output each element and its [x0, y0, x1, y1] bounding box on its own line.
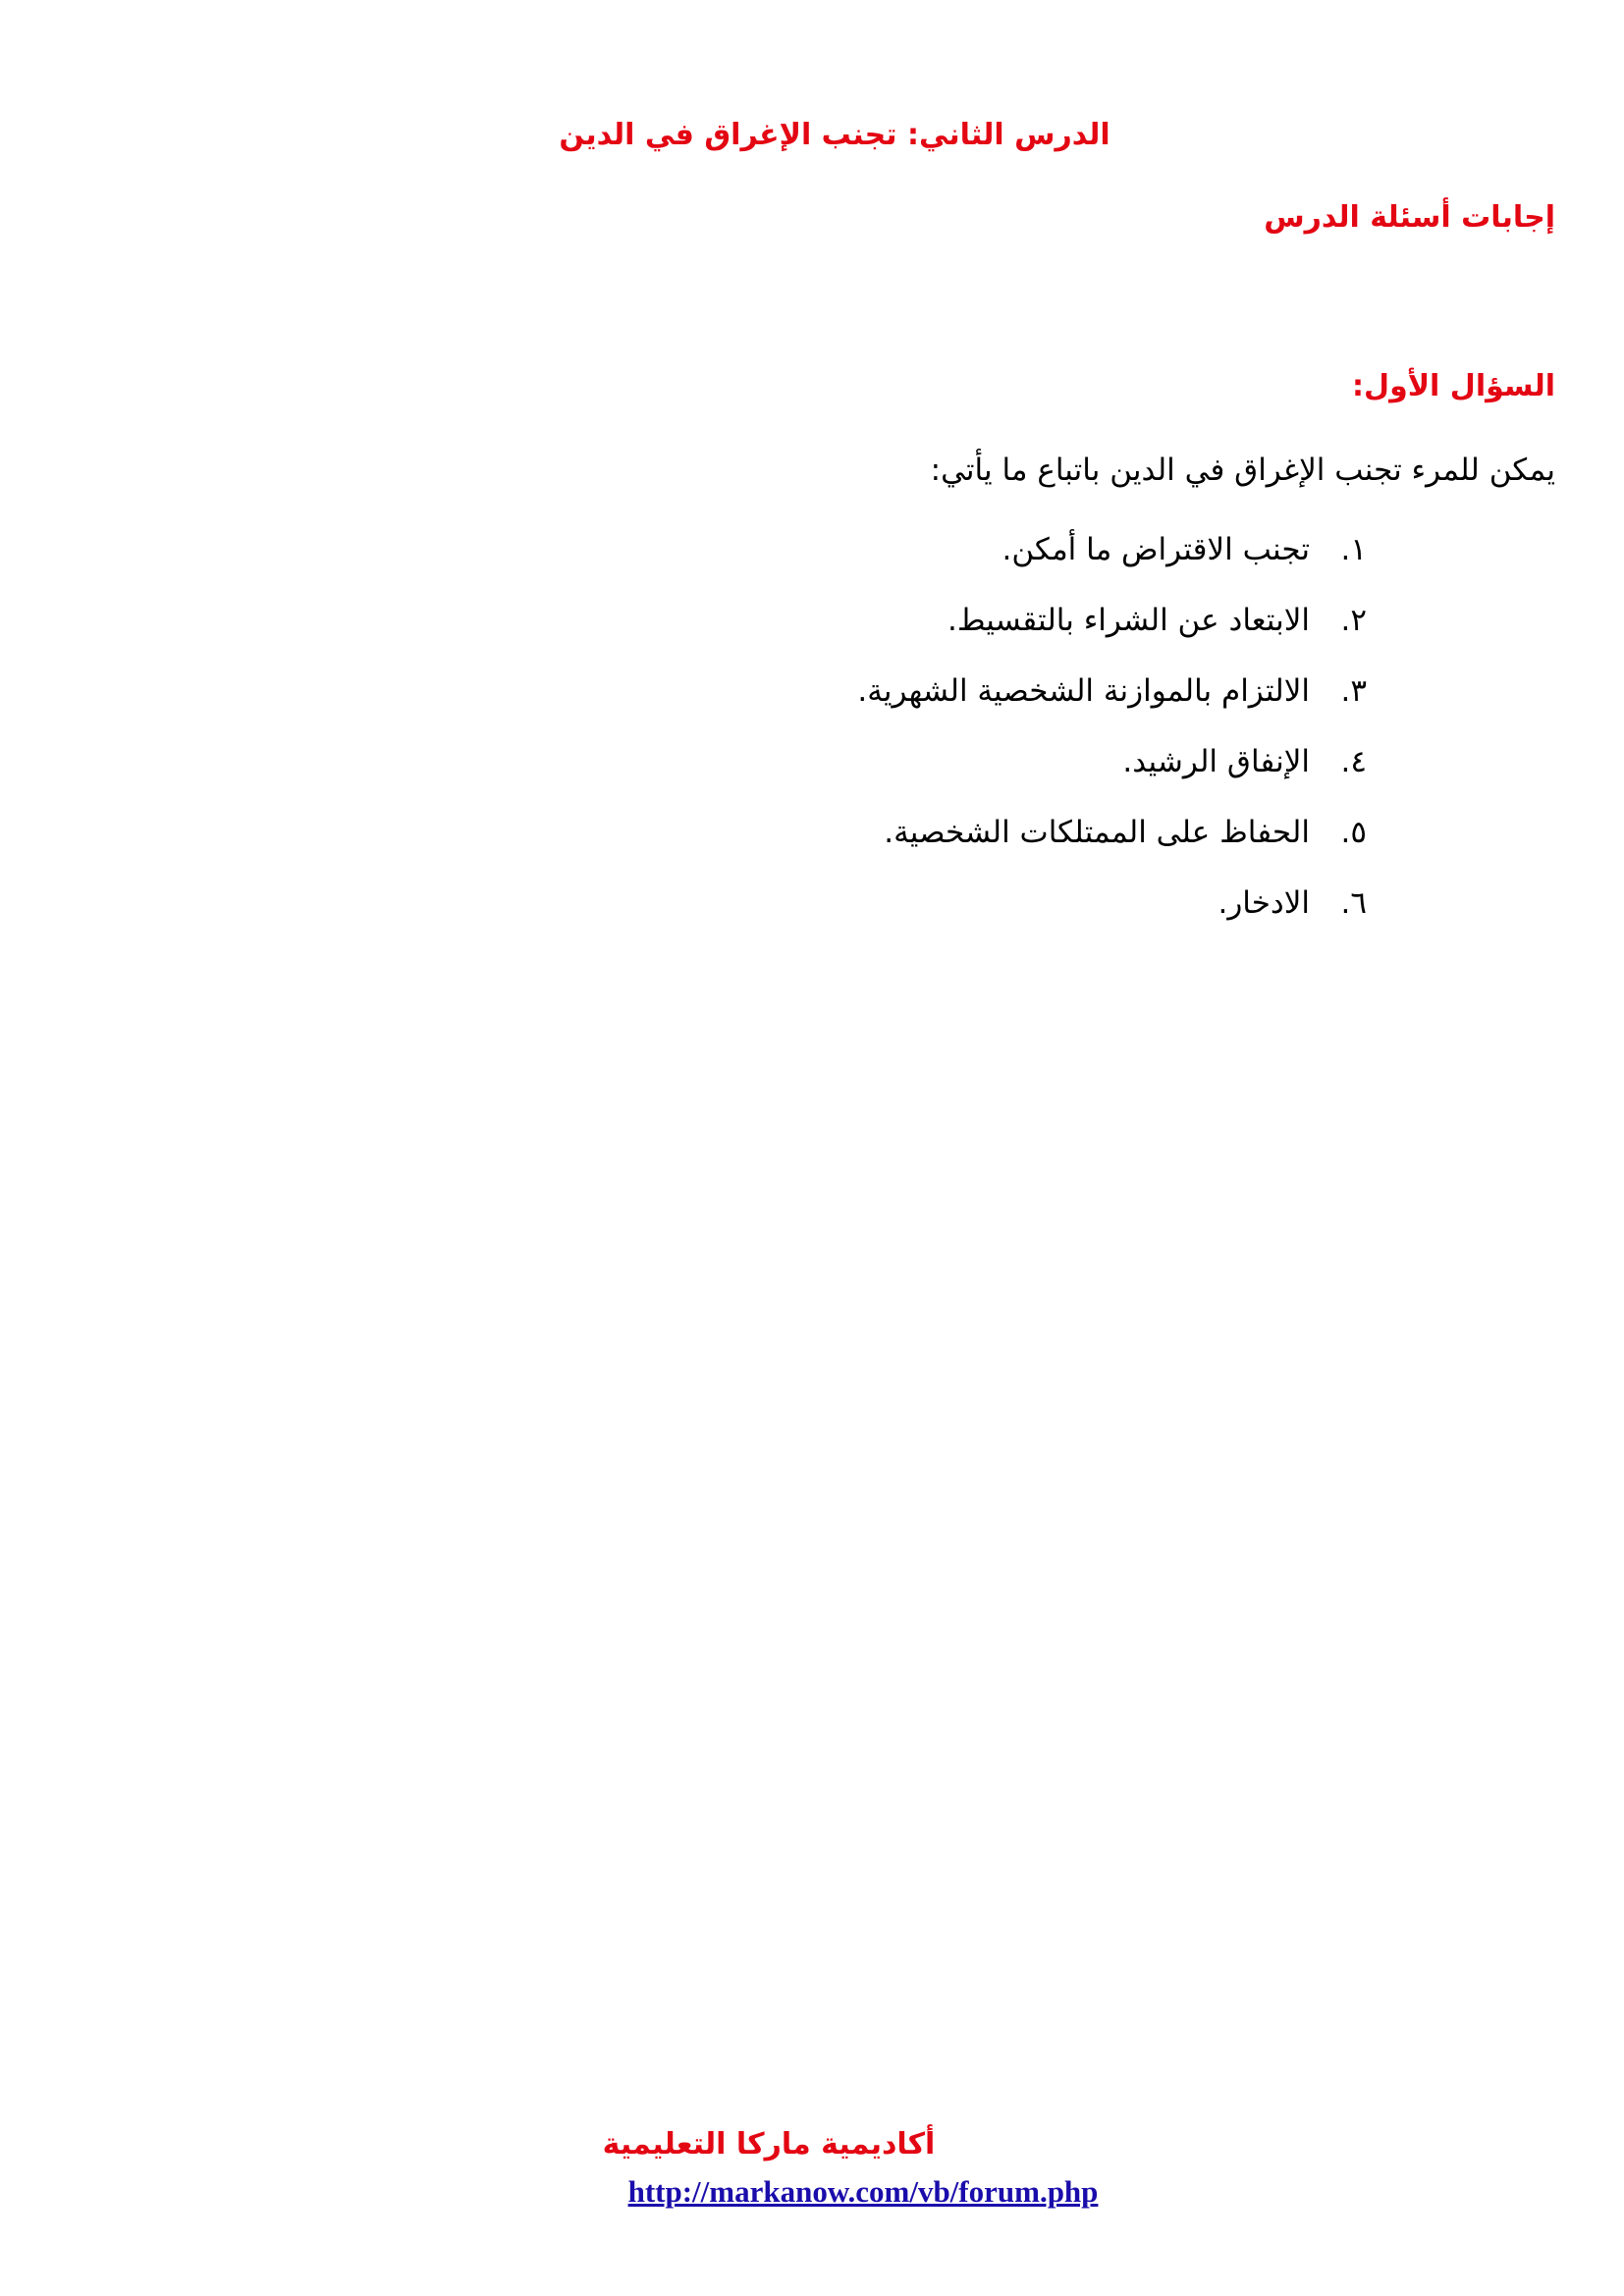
list-item-number: ٦. [1340, 885, 1367, 921]
list-item [857, 528, 1367, 599]
list-item-text: الإنفاق الرشيد. [1122, 744, 1310, 779]
list-item-number: ٤. [1340, 744, 1367, 779]
list-item [857, 881, 1367, 952]
list-item [857, 599, 1367, 669]
list-item-text: تجنب الاقتراض ما أمكن. [1001, 532, 1310, 567]
list-item-number: ٥. [1340, 815, 1367, 850]
list-item-number: ٣. [1340, 673, 1367, 709]
list-item [857, 811, 1367, 881]
list-item-number: ١. [1340, 532, 1367, 567]
list-item-text: الادخار. [1218, 885, 1310, 921]
footer-academy-name [0, 2125, 1624, 2164]
footer-academy-name-text: أكاديمية ماركا التعليمية [602, 2127, 936, 2162]
list-item-text: الالتزام بالموازنة الشخصية الشهرية. [857, 673, 1310, 709]
lesson-title [0, 116, 1624, 155]
list-item-number: ٢. [1340, 603, 1367, 638]
lesson-title-text: الدرس الثاني: تجنب الإغراق في الدين [559, 118, 1110, 152]
footer-link-row [0, 2172, 1624, 2212]
footer-forum-link[interactable]: http://markanow.com/vb/forum.php [627, 2174, 1099, 2209]
question-intro: يمكن للمرء تجنب الإغراق في الدين باتباع ما يأتي: [930, 453, 1555, 488]
question-one-heading: السؤال الأول: [1352, 369, 1555, 403]
answer-list [857, 528, 1367, 952]
list-item [857, 669, 1367, 740]
list-item [857, 740, 1367, 811]
answers-heading: إجابات أسئلة الدرس [1264, 200, 1555, 235]
list-item-text: الحفاظ على الممتلكات الشخصية. [884, 815, 1310, 850]
list-item-text: الابتعاد عن الشراء بالتقسيط. [947, 603, 1310, 638]
